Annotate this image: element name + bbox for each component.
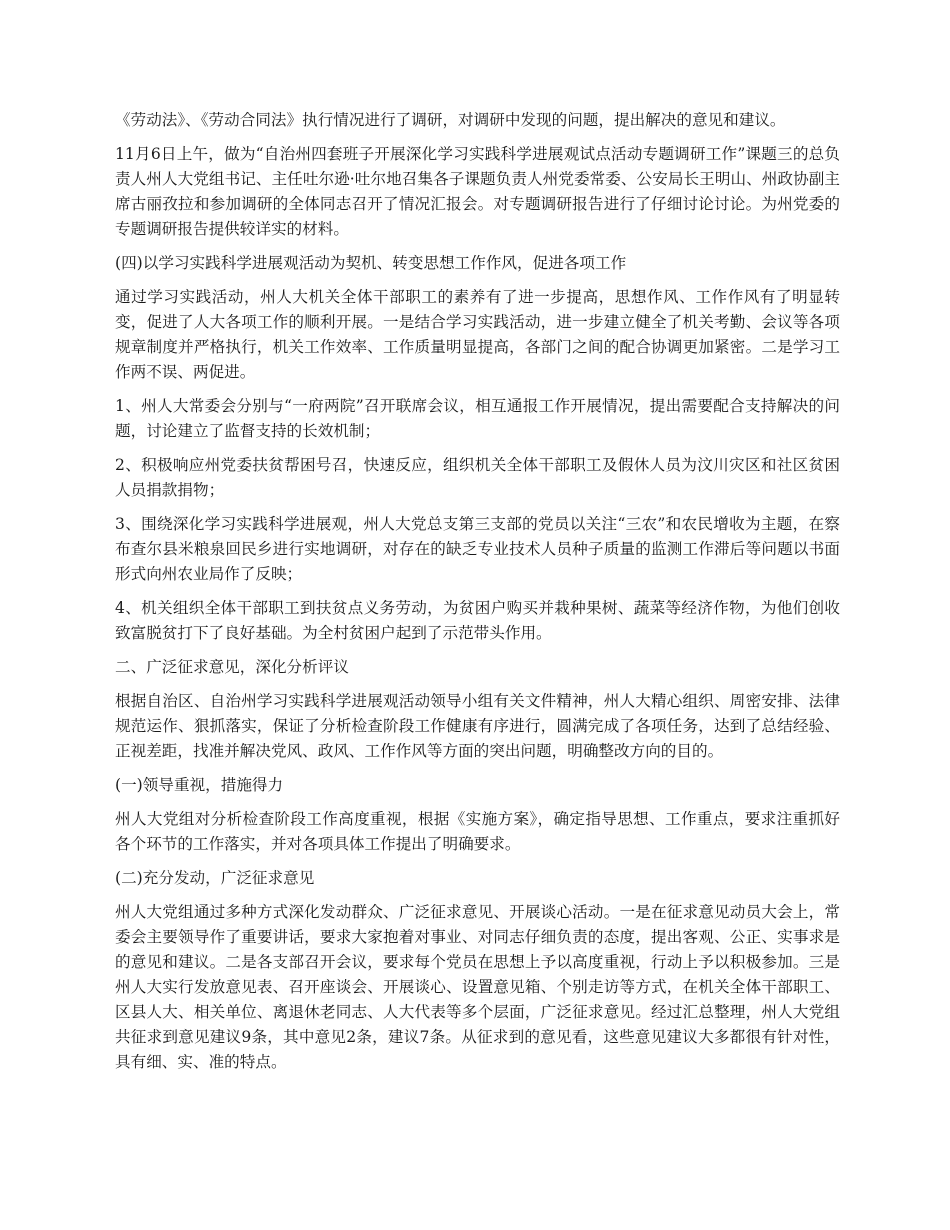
section-heading-2: 二、广泛征求意见，深化分析评议 xyxy=(115,658,349,676)
paragraph-solicit-opinions: 州人大党组通过多种方式深化发动群众、广泛征求意见、开展谈心活动。一是在征求意见动员大会上，常委会主要领导作了重要讲话，要求大家抱着对事业、对同志仔细负责的态度，提出客观、公正、实事求是的意见和建议。二是各支部召开会议，要求每个党员在思想上予以高度重视，行动上予以积极参加。三是州人大实行发放意见表、召开座谈会、开展谈心、设置意见箱、个别走访等方式，在机关全体干部职工、区县人大、相关单位、离退休老同志、人大代表等多个层面，广泛征求意见。经过汇总整理，州人大党组共征求到意见建议9条，其中意见2条，建议7条。从征求到的意见看，这些意见建议大多都很有针对性，具有细、实、准的特点。 xyxy=(115,903,840,1071)
list-item-2: 2、积极响应州党委扶贫帮困号召，快速反应，组织机关全体干部职工及假休人员为汶川灾区和社区贫困人员捐款捐物； xyxy=(115,456,840,499)
paragraph-analysis-review: 根据自治区、自治州学习实践科学进展观活动领导小组有关文件精神，州人大精心组织、周密安排、法律规范运作、狠抓落实，保证了分析检查阶段工作健康有序进行，圆满完成了各项任务，达到了总结经验、正视差距，找准并解决党风、政风、工作作风等方面的突出问题，明确整改方向的目的。 xyxy=(115,692,840,760)
list-item-4: 4、机关组织全体干部职工到扶贫点义务劳动，为贫困户购买并栽种果树、蔬菜等经济作物，为他们创收致富脱贫打下了良好基础。为全村贫困户起到了示范带头作用。 xyxy=(115,599,840,642)
list-item-1: 1、州人大常委会分别与“一府两院”召开联席会议，相互通报工作开展情况，提出需要配合支持解决的问题，讨论建立了监督支持的长效机制； xyxy=(115,397,840,440)
paragraph-labor-law-survey: 《劳动法》、《劳动合同法》执行情况进行了调研，对调研中发现的问题，提出解决的意见和建议。 xyxy=(115,111,786,129)
subsection-heading-2: (二)充分发动，广泛征求意见 xyxy=(115,869,315,887)
paragraph-nov6-briefing: 11月6日上午，做为“自治州四套班子开展深化学习实践科学进展观试点活动专题调研工作”课题三的总负责人州人大党组书记、主任吐尔逊·吐尔地召集各子课题负责人州党委常委、公安局长王明山、州政协副主席古丽孜拉和参加调研的全体同志召开了情况汇报会。对专题调研报告进行了仔细讨论讨论。为州党委的专题调研报告提供较详实的材料。 xyxy=(115,145,840,238)
paragraph-leadership: 州人大党组对分析检查阶段工作高度重视，根据《实施方案》，确定指导思想、工作重点，要求注重抓好各个环节的工作落实，并对各项具体工作提出了明确要求。 xyxy=(115,810,840,853)
list-item-3: 3、围绕深化学习实践科学进展观，州人大党总支第三支部的党员以关注“三农”和农民增收为主题，在察布查尔县米粮泉回民乡进行实地调研，对存在的缺乏专业技术人员种子质量的监测工作滞后等问题以书面形式向州农业局作了反映； xyxy=(115,515,840,583)
subsection-heading-1: (一)领导重视，措施得力 xyxy=(115,776,284,794)
document-body xyxy=(115,108,840,1084)
paragraph-work-style: 通过学习实践活动，州人大机关全体干部职工的素养有了进一步提高，思想作风、工作作风有了明显转变，促进了人大各项工作的顺利开展。一是结合学习实践活动，进一步建立健全了机关考勤、会议等各项规章制度并严格执行，机关工作效率、工作质量明显提高，各部门之间的配合协调更加紧密。二是学习工作两不误、两促进。 xyxy=(115,288,840,381)
section-heading-4: (四)以学习实践科学进展观活动为契机、转变思想工作作风，促进各项工作 xyxy=(115,254,627,272)
